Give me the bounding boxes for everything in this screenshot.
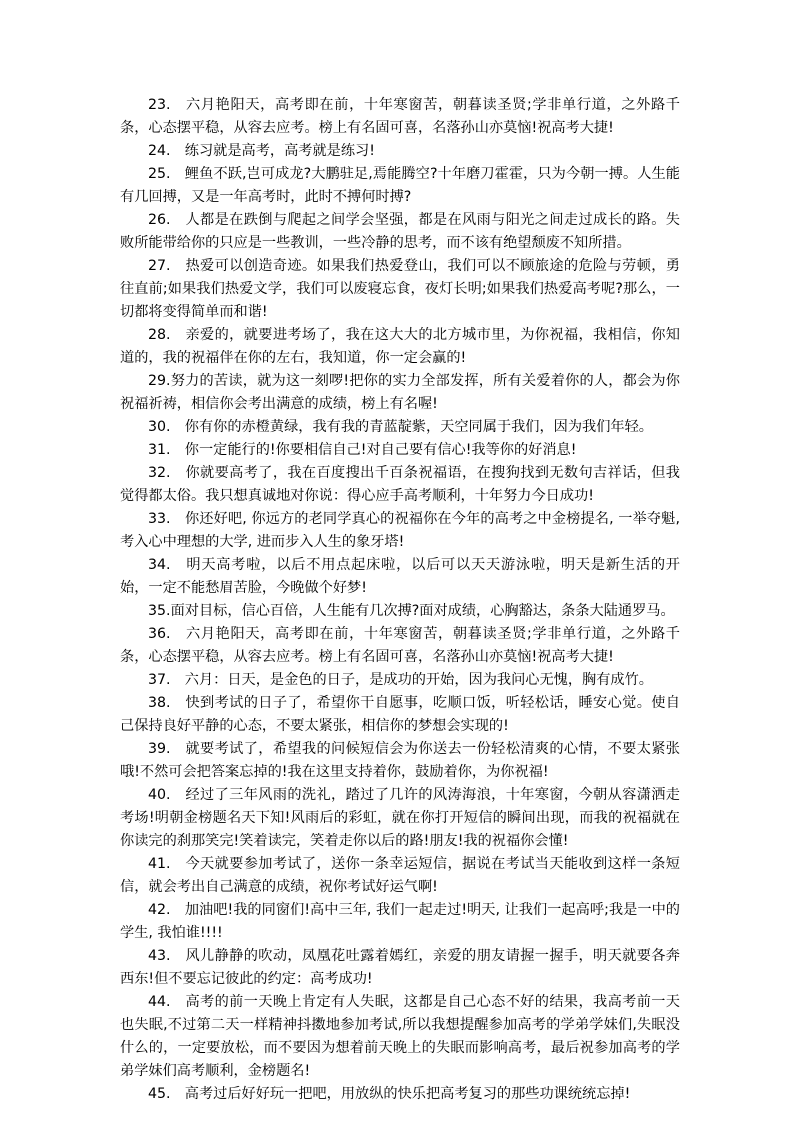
paragraph-39: 39. 就要考试了，希望我的问候短信会为你送去一份轻松清爽的心情，不要太紧张哦!不然可会把答案忘掉的!我在这里支持着你，鼓励着你，为你祝福! bbox=[120, 741, 680, 780]
paragraph-44: 44. 高考的前一天晚上肯定有人失眠，这都是自己心态不好的结果，我高考前一天也失眠,不过第二天一样精神抖擞地参加考试,所以我想提醒参加高考的学弟学妹们,失眠没什么的，一定要放松，而不要因为想着前天晚上的失眠而影响高考，最后祝参加高考的学弟学妹们高考顺利，金榜题名! bbox=[120, 994, 680, 1079]
paragraph-40: 40. 经过了三年风雨的洗礼，踏过了几许的风涛海浪，十年寒窗，今朝从容潇洒走考场!明朝金榜题名天下知!风雨后的彩虹，就在你打开短信的瞬间出现，而我的祝福就在你读完的刹那笑完!笑着读完，笑着走你以后的路!朋友!我的祝福你会懂! bbox=[120, 787, 680, 849]
paragraph-38: 38. 快到考试的日子了，希望你干自愿事，吃顺口饭，听轻松话，睡安心觉。使自己保持良好平静的心态，不要太紧张，相信你的梦想会实现的! bbox=[120, 695, 680, 734]
paragraph-37: 37. 六月：日天，是金色的日子，是成功的开始，因为我问心无愧，胸有成竹。 bbox=[148, 672, 653, 688]
paragraph-30: 30. 你有你的赤橙黄绿，我有我的青蓝靛紫，天空同属于我们，因为我们年轻。 bbox=[148, 419, 653, 435]
paragraph-33: 33. 你还好吧, 你远方的老同学真心的祝福你在今年的高考之中金榜提名, 一举夺魁, 考入心中理想的大学, 进而步入人生的象牙塔! bbox=[120, 511, 680, 550]
paragraph-35: 35.面对目标，信心百倍，人生能有几次搏?面对成绩，心胸豁达，条条大陆通罗马。 bbox=[148, 603, 675, 619]
document-body bbox=[120, 94, 680, 1106]
paragraph-42: 42. 加油吧!我的同窗们!高中三年, 我们一起走过!明天, 让我们一起高呼;我是一中的学生, 我怕谁!!!! bbox=[120, 902, 680, 941]
paragraph-34: 34. 明天高考啦，以后不用点起床啦，以后可以天天游泳啦，明天是新生活的开始，一定不能愁眉苦脸，今晚做个好梦! bbox=[120, 557, 680, 596]
paragraph-24: 24. 练习就是高考，高考就是练习! bbox=[148, 143, 375, 159]
paragraph-27: 27. 热爱可以创造奇迹。如果我们热爱登山，我们可以不顾旅途的危险与劳顿，勇往直前;如果我们热爱文学，我们可以废寝忘食，夜灯长明;如果我们热爱高考呢?那么，一切都将变得简单而和谐! bbox=[120, 258, 680, 320]
paragraph-43: 43. 风儿静静的吹动，凤凰花吐露着嫣红，亲爱的朋友请握一握手，明天就要各奔西东!但不要忘记彼此的约定：高考成功! bbox=[120, 948, 680, 987]
paragraph-23: 23. 六月艳阳天，高考即在前，十年寒窗苦，朝暮读圣贤;学非单行道，之外路千条，心态摆平稳，从容去应考。榜上有名固可喜，名落孙山亦莫恼!祝高考大捷! bbox=[120, 97, 680, 136]
paragraph-26: 26. 人都是在跌倒与爬起之间学会坚强，都是在风雨与阳光之间走过成长的路。失败所能带给你的只应是一些教训，一些冷静的思考，而不该有绝望颓废不知所措。 bbox=[120, 212, 680, 251]
paragraph-41: 41. 今天就要参加考试了，送你一条幸运短信，据说在考试当天能收到这样一条短信，就会考出自己满意的成绩，祝你考试好运气啊! bbox=[120, 856, 680, 895]
paragraph-25: 25. 鲤鱼不跃,岂可成龙?大鹏驻足,焉能腾空?十年磨刀霍霍，只为今朝一搏。人生能有几回搏，又是一年高考时，此时不搏何时搏? bbox=[120, 166, 680, 205]
paragraph-45: 45. 高考过后好好玩一把吧，用放纵的快乐把高考复习的那些功课统统忘掉! bbox=[148, 1086, 631, 1102]
paragraph-36: 36. 六月艳阳天，高考即在前，十年寒窗苦，朝暮读圣贤;学非单行道，之外路千条，心态摆平稳，从容去应考。榜上有名固可喜，名落孙山亦莫恼!祝高考大捷! bbox=[120, 626, 680, 665]
paragraph-32: 32. 你就要高考了，我在百度搜出千百条祝福语，在搜狗找到无数句吉祥话，但我觉得都太俗。我只想真诚地对你说：得心应手高考顺利，十年努力今日成功! bbox=[120, 465, 680, 504]
paragraph-29: 29.努力的苦读，就为这一刻啰!把你的实力全部发挥，所有关爱着你的人，都会为你祝福祈祷，相信你会考出满意的成绩，榜上有名喔! bbox=[120, 373, 680, 412]
paragraph-31: 31. 你一定能行的!你要相信自己!对自己要有信心!我等你的好消息! bbox=[148, 442, 577, 458]
paragraph-28: 28. 亲爱的，就要进考场了，我在这大大的北方城市里，为你祝福，我相信，你知道的，我的祝福伴在你的左右，我知道，你一定会赢的! bbox=[120, 327, 680, 366]
